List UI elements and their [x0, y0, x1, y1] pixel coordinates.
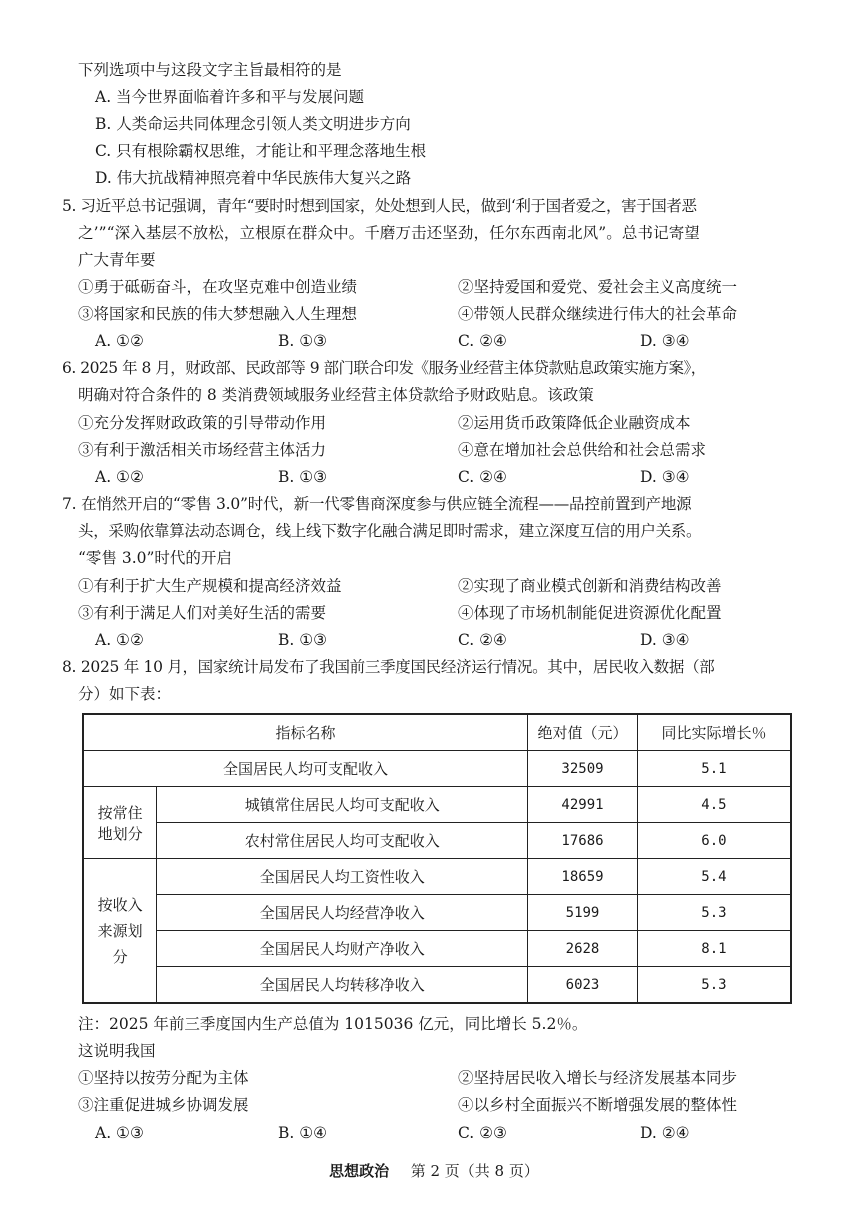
row-growth: 5.1	[637, 751, 791, 787]
table-row	[83, 895, 791, 931]
q5-choice-c: C. ②④	[458, 332, 507, 350]
q5-item-3: ③将国家和民族的伟大梦想融入人生理想	[78, 305, 358, 323]
q8-choice-c: C. ②③	[458, 1124, 507, 1142]
row-growth: 8.1	[637, 931, 791, 967]
q5-item-1: ①勇于砥砺奋斗，在攻坚克难中创造业绩	[78, 278, 358, 296]
row-name: 城镇常住居民人均可支配收入	[157, 787, 528, 823]
row-name: 全国居民人均经营净收入	[157, 895, 528, 931]
q5-stem-line-3: 广大青年要	[78, 251, 156, 269]
row-value: 2628	[528, 931, 638, 967]
group-label-line: 分	[112, 947, 128, 966]
row-growth: 5.3	[637, 895, 791, 931]
row-name: 全国居民人均可支配收入	[83, 751, 528, 787]
row-growth: 5.3	[637, 967, 791, 1004]
q4-stem: 下列选项中与这段文字主旨最相符的是	[78, 61, 342, 79]
q7-item-4: ④体现了市场机制能促进资源优化配置	[458, 604, 722, 622]
q6-choice-d: D. ③④	[640, 468, 690, 486]
q7-stem-line-1: 7. 在悄然开启的“零售 3.0”时代，新一代零售商深度参与供应链全流程——品控前置到产地源	[62, 495, 692, 513]
q7-choice-c: C. ②④	[458, 631, 507, 649]
q5-item-2: ②坚持爱国和爱党、爱社会主义高度统一	[458, 278, 738, 296]
q8-choice-b: B. ①④	[278, 1124, 328, 1142]
q7-choice-a: A. ①②	[95, 631, 144, 649]
q8-item-1: ①坚持以按劳分配为主体	[78, 1069, 249, 1087]
q5-choice-a: A. ①②	[95, 332, 144, 350]
row-value: 5199	[528, 895, 638, 931]
row-growth: 6.0	[637, 823, 791, 859]
table-row	[83, 823, 791, 859]
table-row	[83, 931, 791, 967]
row-value: 42991	[528, 787, 638, 823]
row-name: 全国居民人均工资性收入	[157, 859, 528, 895]
q6-choice-a: A. ①②	[95, 468, 144, 486]
q8-item-4: ④以乡村全面振兴不断增强发展的整体性	[458, 1096, 738, 1114]
table-row	[83, 859, 791, 895]
q6-stem-line-1: 6. 2025 年 8 月，财政部、民政部等 9 部门联合印发《服务业经营主体贷款贴息政策实施方案》，	[62, 359, 706, 377]
table-header-row	[83, 714, 791, 751]
group-label-line: 按收入	[97, 895, 143, 914]
q5-choice-b: B. ①③	[278, 332, 328, 350]
q6-item-1: ①充分发挥财政政策的引导带动作用	[78, 414, 327, 432]
table-row	[83, 751, 791, 787]
q7-choice-b: B. ①③	[278, 631, 328, 649]
q7-stem-line-2: 头，采购依靠算法动态调仓，线上线下数字化融合满足即时需求，建立深度互信的用户关系。	[78, 522, 702, 540]
q8-note: 注：2025 年前三季度国内生产总值为 1015036 亿元，同比增长 5.2％。	[78, 1015, 588, 1033]
q7-choice-d: D. ③④	[640, 631, 690, 649]
q6-choice-c: C. ②④	[458, 468, 507, 486]
group-label-line: 地划分	[97, 824, 143, 843]
row-value: 32509	[528, 751, 638, 787]
footer-page-number: 第 2 页（共 8 页）	[410, 1162, 539, 1180]
group-label-residence	[83, 787, 157, 859]
row-value: 17686	[528, 823, 638, 859]
group-label-source	[83, 859, 157, 1004]
group-label-line: 按常住	[97, 803, 143, 822]
q5-choice-d: D. ③④	[640, 332, 690, 350]
q8-stem: 这说明我国	[78, 1042, 156, 1060]
row-name: 全国居民人均财产净收入	[157, 931, 528, 967]
q6-item-3: ③有利于激活相关市场经营主体活力	[78, 441, 327, 459]
q5-stem-line-2: 之’”“深入基层不放松，立根原在群众中。千磨万击还坚劲，任尔东西南北风”。总书记寄望	[78, 224, 700, 242]
q8-stem-line-2: 分）如下表：	[78, 685, 172, 703]
group-label-line: 来源划	[97, 921, 143, 940]
row-growth: 5.4	[637, 859, 791, 895]
q7-item-2: ②实现了商业模式创新和消费结构改善	[458, 577, 722, 595]
q4-option-c: C. 只有根除霸权思维，才能让和平理念落地生根	[95, 142, 427, 160]
q7-stem-line-3: “零售 3.0”时代的开启	[78, 549, 232, 567]
header-growth: 同比实际增长％	[637, 714, 791, 751]
q6-stem-line-2: 明确对符合条件的 8 类消费领域服务业经营主体贷款给予财政贴息。该政策	[78, 386, 594, 404]
table-row	[83, 787, 791, 823]
q7-item-3: ③有利于满足人们对美好生活的需要	[78, 604, 327, 622]
header-indicator: 指标名称	[83, 714, 528, 751]
q8-choice-a: A. ①③	[95, 1124, 144, 1142]
row-growth: 4.5	[637, 787, 791, 823]
q8-item-2: ②坚持居民收入增长与经济发展基本同步	[458, 1069, 738, 1087]
q8-choice-d: D. ②④	[640, 1124, 690, 1142]
footer-subject: 思想政治	[329, 1162, 390, 1180]
q6-item-4: ④意在增加社会总供给和社会总需求	[458, 441, 707, 459]
q6-item-2: ②运用货币政策降低企业融资成本	[458, 414, 691, 432]
q5-stem-line-1: 5. 习近平总书记强调，青年“要时时想到国家，处处想到人民，做到‘利于国者爱之，害于国者恶	[62, 197, 697, 215]
q8-stem-line-1: 8. 2025 年 10 月，国家统计局发布了我国前三季度国民经济运行情况。其中，居民收入数据（部	[62, 658, 715, 676]
row-name: 农村常住居民人均可支配收入	[157, 823, 528, 859]
q7-item-1: ①有利于扩大生产规模和提高经济效益	[78, 577, 342, 595]
q8-item-3: ③注重促进城乡协调发展	[78, 1096, 249, 1114]
row-name: 全国居民人均转移净收入	[157, 967, 528, 1004]
page-footer	[0, 1160, 868, 1181]
q4-option-a: A. 当今世界面临着许多和平与发展问题	[95, 88, 365, 106]
header-absolute-value: 绝对值（元）	[528, 714, 638, 751]
q6-choice-b: B. ①③	[278, 468, 328, 486]
row-value: 6023	[528, 967, 638, 1004]
q5-item-4: ④带领人民群众继续进行伟大的社会革命	[458, 305, 738, 323]
row-value: 18659	[528, 859, 638, 895]
q4-option-d: D. 伟大抗战精神照亮着中华民族伟大复兴之路	[95, 169, 412, 187]
q4-option-b: B. 人类命运共同体理念引领人类文明进步方向	[95, 115, 411, 133]
table-row	[83, 967, 791, 1004]
income-table	[82, 713, 792, 1004]
